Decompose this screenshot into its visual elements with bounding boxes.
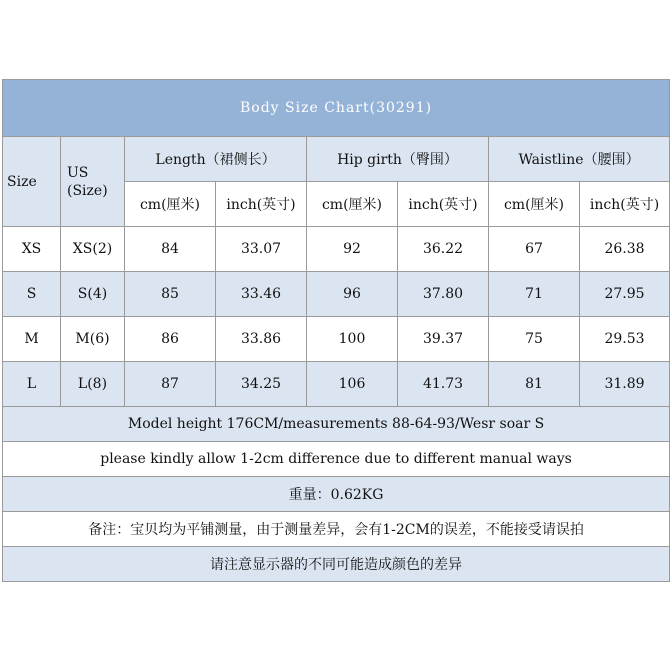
weight-note: 重量：0.62KG xyxy=(3,477,670,512)
hip-inch-cell: 36.22 xyxy=(398,227,489,272)
length-inch-cell: 33.86 xyxy=(216,317,307,362)
waist-cm-cell: 67 xyxy=(489,227,580,272)
hip-inch-cell: 41.73 xyxy=(398,362,489,407)
size-chart-table xyxy=(2,79,670,582)
us-size-cell: S(4) xyxy=(61,272,125,317)
difference-note: please kindly allow 1-2cm difference due to different manual ways xyxy=(3,442,670,477)
size-cell: M xyxy=(3,317,61,362)
display-note: 请注意显示器的不同可能造成颜色的差异 xyxy=(3,547,670,582)
header-us-line1: US xyxy=(67,164,89,181)
size-cell: S xyxy=(3,272,61,317)
remark-note: 备注：宝贝均为平铺测量，由于测量差异，会有1-2CM的误差，不能接受请误拍 xyxy=(3,512,670,547)
us-size-cell: L(8) xyxy=(61,362,125,407)
hip-cm-cell: 96 xyxy=(307,272,398,317)
hip-cm-cell: 92 xyxy=(307,227,398,272)
waist-inch-cell: 26.38 xyxy=(580,227,670,272)
length-inch-cell: 33.07 xyxy=(216,227,307,272)
length-cm-cell: 85 xyxy=(125,272,216,317)
table-row xyxy=(3,227,670,272)
header-hip-cm: cm(厘米) xyxy=(307,182,398,227)
hip-cm-cell: 100 xyxy=(307,317,398,362)
header-length-inch: inch(英寸) xyxy=(216,182,307,227)
length-cm-cell: 84 xyxy=(125,227,216,272)
length-inch-cell: 33.46 xyxy=(216,272,307,317)
header-size: Size xyxy=(3,137,61,227)
waist-inch-cell: 29.53 xyxy=(580,317,670,362)
size-cell: XS xyxy=(3,227,61,272)
hip-inch-cell: 39.37 xyxy=(398,317,489,362)
header-waist-cm: cm(厘米) xyxy=(489,182,580,227)
waist-inch-cell: 27.95 xyxy=(580,272,670,317)
header-length-cm: cm(厘米) xyxy=(125,182,216,227)
model-note: Model height 176CM/measurements 88-64-93/Wesr soar S xyxy=(3,407,670,442)
header-length: Length（裙侧长） xyxy=(125,137,307,182)
length-inch-cell: 34.25 xyxy=(216,362,307,407)
waist-cm-cell: 75 xyxy=(489,317,580,362)
length-cm-cell: 87 xyxy=(125,362,216,407)
waist-cm-cell: 71 xyxy=(489,272,580,317)
waist-inch-cell: 31.89 xyxy=(580,362,670,407)
table-row xyxy=(3,317,670,362)
us-size-cell: XS(2) xyxy=(61,227,125,272)
table-row xyxy=(3,362,670,407)
chart-title: Body Size Chart(30291) xyxy=(3,80,670,137)
hip-cm-cell: 106 xyxy=(307,362,398,407)
header-waist: Waistline（腰围） xyxy=(489,137,670,182)
header-waist-inch: inch(英寸) xyxy=(580,182,670,227)
header-hip: Hip girth（臀围） xyxy=(307,137,489,182)
header-hip-inch: inch(英寸) xyxy=(398,182,489,227)
size-cell: L xyxy=(3,362,61,407)
table-row xyxy=(3,272,670,317)
waist-cm-cell: 81 xyxy=(489,362,580,407)
length-cm-cell: 86 xyxy=(125,317,216,362)
us-size-cell: M(6) xyxy=(61,317,125,362)
header-us xyxy=(61,137,125,227)
hip-inch-cell: 37.80 xyxy=(398,272,489,317)
header-us-line2: (Size) xyxy=(67,182,108,199)
